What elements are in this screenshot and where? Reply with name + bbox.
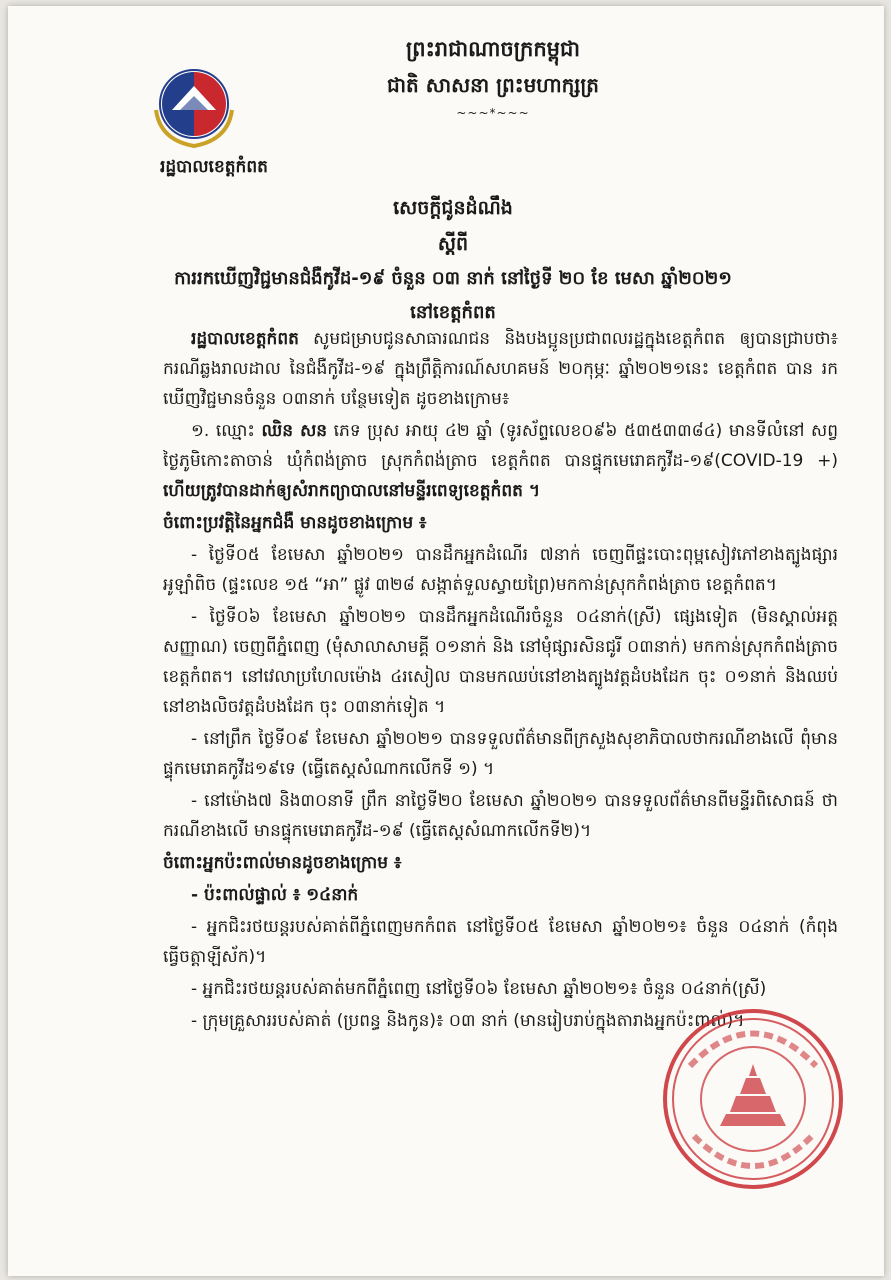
- subject-title: ការរកឃើញវិជ្ជមានជំងឺកូវីដ-១៩ ចំនួន ០៣ នាក់ នៅថ្ងៃទី ២០ ខែ មេសា ឆ្នាំ២០២១: [174, 268, 732, 289]
- case-paragraph: [163, 416, 838, 506]
- official-seal-stamp: [660, 1006, 846, 1192]
- case-tail: ហើយត្រូវបានដាក់ឲ្យសំរាកព្យាបាលនៅមន្ទីរពេទ្យខេត្តកំពត ។: [163, 481, 541, 501]
- contacts-heading: ចំពោះអ្នកប៉ះពាល់មានដូចខាងក្រោម ៖: [163, 853, 402, 873]
- ornament-divider: ~~~*~~~: [456, 106, 530, 120]
- national-motto: ជាតិ សាសនា ព្រះមហាក្សត្រ: [387, 73, 599, 97]
- contacts-item: - ក្រុមគ្រួសាររបស់គាត់ (ប្រពន្ធ និងកូន)៖ ០៣ នាក់ (មានរៀបរាប់ក្នុងតារាងអ្នកប៉ះពាល់)។: [191, 1011, 745, 1031]
- history-item: - ថ្ងៃទី០៦ ខែមេសា ឆ្នាំ២០២១ បានដឹកអ្នកដំណើរចំនួន ០៤នាក់(ស្រី) ផ្សេងទៀត (មិនស្គាល់អត្តសញ្ញាណ) ចេញពីភ្នំពេញ (មុំសាលាសាមគ្គី ០១នាក់ និង នៅមុំផ្សារសិនជូរី ០៣នាក់) មកកាន់ស្រុកកំពង់ត្រាច ខេត្តកំពត។ នៅវេលាប្រហែលម៉ោង ៤រសៀល បានមកឈប់នៅខាងត្បូងវត្តដំបងដែក ចុះ ០១នាក់ និងឈប់ នៅខាងលិចវត្តដំបងដែក ចុះ ០៣នាក់ទៀត ។: [163, 607, 838, 717]
- kingdom-heading: ព្រះរាជាណាចក្រកម្ពុជា: [405, 37, 580, 61]
- about-title: ស្តីពី: [437, 233, 469, 255]
- intro-lead: រដ្ឋបាលខេត្តកំពត: [191, 329, 299, 349]
- document-page: [8, 6, 884, 1276]
- intro-paragraph: [163, 324, 838, 414]
- case-prefix: ១. ឈ្មោះ: [191, 421, 262, 441]
- provincial-emblem-logo: [148, 58, 240, 150]
- intro-text: សូមជម្រាបជូនសាធារណជន និងបងប្អូនប្រជាពលរដ្ឋក្នុងខេត្តកំពត ឲ្យបានជ្រាបថា៖ ករណីឆ្លងរាលដាល នៃជំងឺកូវីដ-១៩ ក្នុងព្រឹត្តិការណ៍សហគមន៍ ២០កុម្ភៈ ឆ្នាំ២០២១នេះ ខេត្តកំពត បាន រកឃើញវិជ្ជមានចំនួន ០៣នាក់ បន្ថែមទៀត ដូចខាងក្រោម៖: [163, 329, 838, 409]
- history-item: - នៅព្រឹក ថ្ងៃទី០៩ ខែមេសា ឆ្នាំ២០២១ បានទទួលព័ត៌មានពីក្រសួងសុខាភិបាលថាករណីខាងលើ ពុំមានផ្ទុកមេរោគកូវីដ១៩ទេ (ធ្វើតេស្តសំណាកលើកទី ១) ។: [163, 729, 838, 779]
- contacts-direct: - ប៉ះពាល់ផ្ទាល់ ៖ ១៤នាក់: [191, 885, 359, 905]
- case-text: ភេទ ប្រុស អាយុ ៤២ ឆ្នាំ (ទូរស័ព្ទលេខ០៩៦ ៥៣៥៣៣៨៤) មានទីលំនៅ សព្វថ្ងៃភូមិកោះតាចាន់ ឃុំកំពង់ត្រាច ស្រុកកំពង់ត្រាច ខេត្តកំពត បានផ្ទុកមេរោគកូវីដ-១៩(COVID-19 +): [163, 421, 838, 471]
- notice-body: [163, 324, 838, 1038]
- location-title: នៅខេត្តកំពត: [410, 302, 496, 323]
- contacts-item: - អ្នកជិះរថយន្តរបស់គាត់មកពីភ្នំពេញ នៅថ្ងៃទី០៦ ខែមេសា ឆ្នាំ២០២១៖ ចំនួន ០៤នាក់(ស្រី): [191, 979, 767, 999]
- notice-title: សេចក្តីជូនដំណឹង: [393, 197, 513, 219]
- case-name: ឈិន សន: [261, 421, 328, 441]
- department-name: រដ្ឋបាលខេត្តកំពត: [160, 157, 268, 177]
- history-heading: ចំពោះប្រវត្តិនៃអ្នកជំងឺ មានដូចខាងក្រោម ៖: [163, 513, 427, 533]
- history-item: - នៅម៉ោង៧ និង៣០នាទី ព្រឹក នាថ្ងៃទី២០ ខែមេសា ឆ្នាំ២០២១ បានទទួលព័ត៌មានពីមន្ទីរពិសោធន៍ ថាករណីខាងលើ មានផ្ទុកមេរោគកូវីដ-១៩ (ធ្វើតេស្តសំណាកលើកទី២)។: [163, 791, 838, 841]
- history-item: - ថ្ងៃទី០៥ ខែមេសា ឆ្នាំ២០២១ បានដឹកអ្នកដំណើរ ៧នាក់ ចេញពីផ្ទះបោះពុម្ពសៀវភៅខាងត្បូងផ្សារ អូឡាំពិច (ផ្ទះលេខ ១៥ “អា” ផ្លូវ ៣២៨ សង្កាត់ទួលស្វាយព្រៃ)មកកាន់ស្រុកកំពង់ត្រាច ខេត្តកំពត។: [163, 545, 838, 595]
- contacts-item: - អ្នកជិះរថយន្តរបស់គាត់ពីភ្នំពេញមកកំពត នៅថ្ងៃទី០៥ ខែមេសា ឆ្នាំ២០២១៖ ចំនួន ០៤នាក់ (កំពុងធ្វើចត្តាឡីស័ក)។: [163, 917, 838, 967]
